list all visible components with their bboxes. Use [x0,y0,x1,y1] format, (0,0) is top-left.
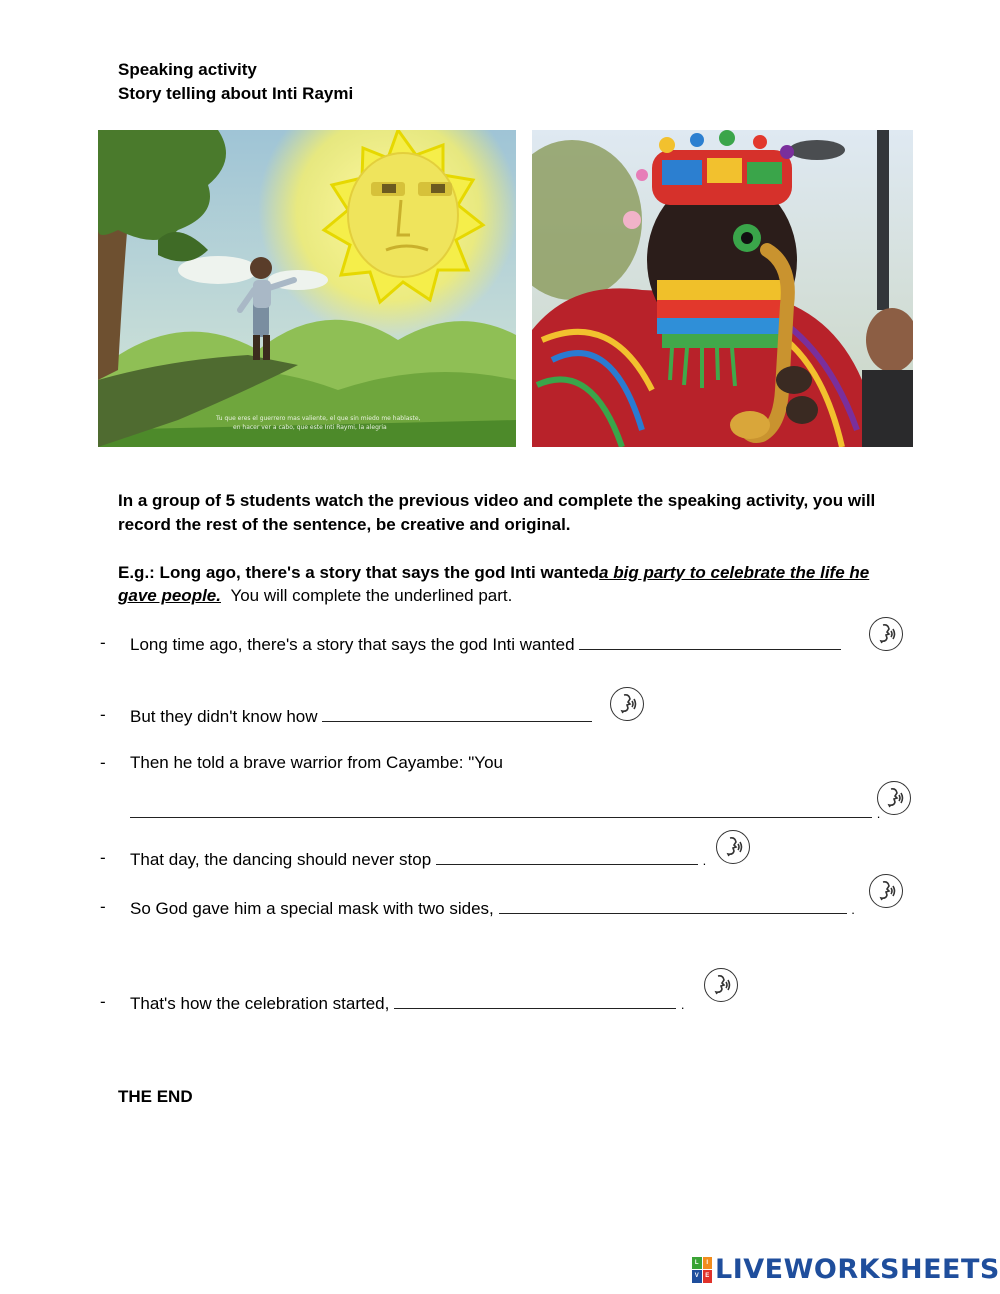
item-5 [130,897,855,919]
speaking-head-icon [882,786,906,810]
item-2-text: But they didn't know how [130,707,318,726]
item-6-text: That's how the celebration started, [130,994,390,1013]
video-subtitle-line-2: en hacer ver a cabo, que este Inti Raymi, la alegria [233,424,387,431]
title-line-1: Speaking activity [118,60,257,79]
title-line-2: Story telling about Inti Raymi [118,84,354,103]
item-bullet: - [100,848,106,867]
logo-icon-letter: L [692,1257,702,1270]
item-1 [130,633,841,655]
example-underlined-part: a big party to celebrate the life he gave people. [118,563,870,605]
example-sentence [118,561,908,607]
liveworksheets-logo[interactable] [692,1254,1000,1285]
worksheet-title [118,58,353,106]
item-5-answer-blank[interactable] [499,897,847,914]
speaking-head-icon [709,973,733,997]
record-voice-button[interactable] [610,687,644,721]
record-voice-button[interactable] [877,781,911,815]
logo-icon-letter: E [703,1270,713,1283]
item-bullet: - [100,992,106,1011]
item-2-answer-blank[interactable] [322,705,592,722]
item-4 [130,848,706,870]
record-voice-button[interactable] [869,617,903,651]
item-4-end: . [702,853,707,868]
record-voice-button[interactable] [869,874,903,908]
masked-dancer-photo [532,130,913,447]
example-prefix: E.g.: Long ago, there's a story that says the god Inti wanted [118,563,600,582]
video-subtitle-line-1: Tu que eres el guerrero mas valiente, el que sin miedo me hablaste, [216,415,421,422]
item-3-answer-row [130,801,880,823]
item-6-answer-blank[interactable] [394,992,676,1009]
item-3-end: . [876,806,881,821]
speaking-head-icon [874,879,898,903]
logo-icon-letter: V [692,1270,702,1283]
item-4-text: That day, the dancing should never stop [130,850,432,869]
item-bullet: - [100,897,106,916]
item-1-text: Long time ago, there's a story that says the god Inti wanted [130,635,575,654]
item-3-text: Then he told a brave warrior from Cayambe: "You [130,753,503,772]
item-4-answer-blank[interactable] [436,848,698,865]
item-bullet: - [100,633,106,652]
item-bullet: - [100,753,106,772]
example-suffix: You will complete the underlined part. [230,586,513,605]
item-6-end: . [680,997,685,1012]
item-5-end: . [851,902,855,917]
logo-icon-letter: I [703,1257,713,1270]
item-6 [130,992,684,1014]
speaking-head-icon [874,622,898,646]
record-voice-button[interactable] [716,830,750,864]
item-3-answer-blank[interactable] [130,801,872,818]
speaking-head-icon [615,692,639,716]
liveworksheets-logo-icon [692,1257,712,1283]
item-bullet: - [100,705,106,724]
logo-text: LIVEWORKSHEETS [715,1254,1000,1285]
the-end-label: THE END [118,1087,193,1106]
instructions-text: In a group of 5 students watch the previous video and complete the speaking activity, you will record the rest of the sentence, be creative and original. [118,491,876,534]
item-5-text: So God gave him a special mask with two sides, [130,899,494,918]
speaking-head-icon [721,835,745,859]
record-voice-button[interactable] [704,968,738,1002]
item-1-answer-blank[interactable] [579,633,841,650]
item-2 [130,705,592,727]
sun-god-illustration [98,130,516,447]
